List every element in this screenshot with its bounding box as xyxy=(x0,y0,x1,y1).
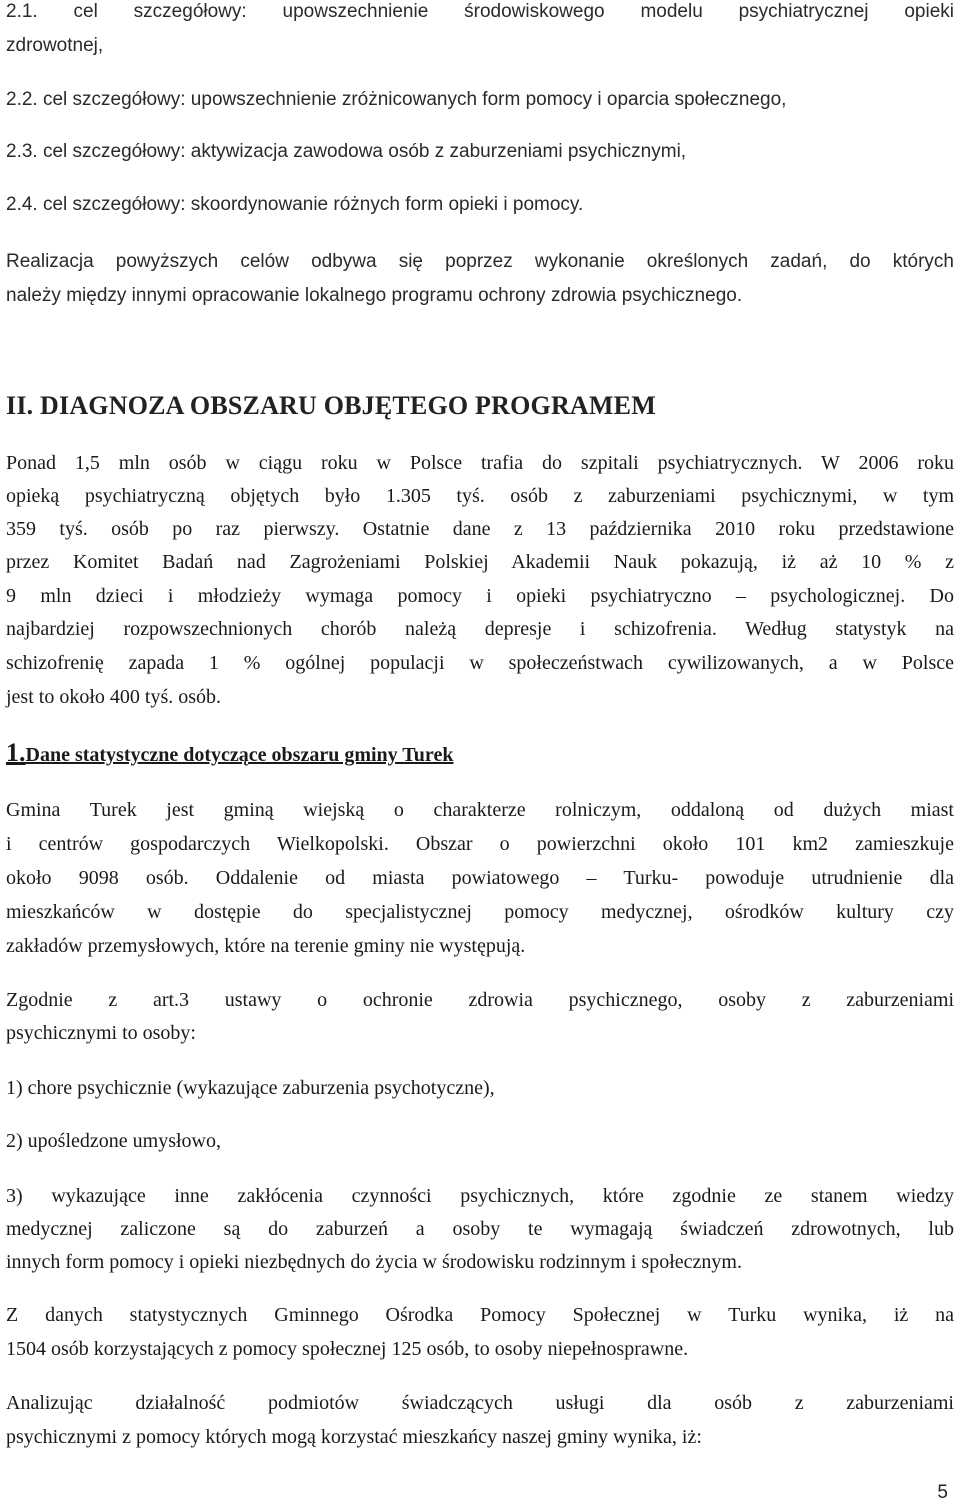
gmina-line: mieszkańców w dostępie do specjalistycznej pomocy medycznej, ośrodków kultury czy xyxy=(6,901,954,923)
section-heading: II. DIAGNOZA OBSZARU OBJĘTEGO PROGRAMEM xyxy=(6,391,656,420)
objective-2-4: 2.4. cel szczegółowy: skoordynowanie różnych form opieki i pomocy. xyxy=(6,194,584,215)
realization-line-2: należy między innymi opracowanie lokalnego programu ochrony zdrowia psychicznego. xyxy=(6,285,743,306)
objective-2-3: 2.3. cel szczegółowy: aktywizacja zawodowa osób z zaburzeniami psychicznymi, xyxy=(6,141,687,162)
law-line: Zgodnie z art.3 ustawy o ochronie zdrowia psychicznego, osoby z zaburzeniami xyxy=(6,989,954,1011)
list-item: 2) upośledzone umysłowo, xyxy=(6,1130,221,1152)
list-item: 1) chore psychicznie (wykazujące zaburzenia psychotyczne), xyxy=(6,1077,495,1099)
subsection-heading xyxy=(6,738,954,767)
diagnosis-line: 359 tyś. osób po raz pierwszy. Ostatnie dane z 13 października 2010 roku przedstawione xyxy=(6,518,954,540)
gmina-line: i centrów gospodarczych Wielkopolski. Obszar o powierzchni około 101 km2 zamieszkuje xyxy=(6,833,954,855)
diagnosis-line: jest to około 400 tyś. osób. xyxy=(6,686,222,708)
list-item: 3) wykazujące inne zakłócenia czynności psychicznych, które zgodnie ze stanem wiedzy xyxy=(6,1185,954,1207)
diagnosis-line: schizofrenię zapada 1 % ogólnej populacji w społeczeństwach cywilizowanych, a w Polsce xyxy=(6,652,954,674)
gmina-line: zakładów przemysłowych, które na terenie gminy nie występują. xyxy=(6,935,526,957)
gmina-line: około 9098 osób. Oddalenie od miasta powiatowego – Turku- powoduje utrudnienie dla xyxy=(6,867,954,889)
list-item-continued: medycznej zaliczone są do zaburzeń a osoby te wymagają świadczeń zdrowotnych, lub xyxy=(6,1218,954,1240)
objective-2-1: 2.1. cel szczegółowy: upowszechnienie środowiskowego modelu psychiatrycznej opieki xyxy=(6,1,954,22)
realization-line-1: Realizacja powyższych celów odbywa się poprzez wykonanie określonych zadań, do których xyxy=(6,251,954,272)
gops-line: 1504 osób korzystających z pomocy społecznej 125 osób, to osoby niepełnosprawne. xyxy=(6,1338,689,1360)
list-item-continued: innych form pomocy i opieki niezbędnych do życia w środowisku rodzinnym i społecznym. xyxy=(6,1251,742,1273)
diagnosis-line: przez Komitet Badań nad Zagrożeniami Polskiej Akademii Nauk pokazują, iż aż 10 % z xyxy=(6,551,954,573)
diagnosis-line: najbardziej rozpowszechnionych chorób należą depresje i schizofrenia. Według statystyk na xyxy=(6,618,954,640)
page-number: 5 xyxy=(937,1482,948,1503)
gops-line: Z danych statystycznych Gminnego Ośrodka Pomocy Społecznej w Turku wynika, iż na xyxy=(6,1304,954,1326)
objective-2-1-continued: zdrowotnej, xyxy=(6,35,104,56)
diagnosis-line: Ponad 1,5 mln osób w ciągu roku w Polsce trafia do szpitali psychiatrycznych. W 2006 roku xyxy=(6,452,954,474)
law-line: psychicznymi to osoby: xyxy=(6,1022,196,1044)
gmina-line: Gmina Turek jest gminą wiejską o charakterze rolniczym, oddaloną od dużych miast xyxy=(6,799,954,821)
diagnosis-line: opieką psychiatryczną objętych było 1.305 tyś. osób z zaburzeniami psychicznymi, w tym xyxy=(6,485,954,507)
subsection-number: 1. xyxy=(6,738,26,767)
analysis-line: psychicznymi z pomocy których mogą korzystać mieszkańcy naszej gminy wynika, iż: xyxy=(6,1426,702,1448)
objective-2-2: 2.2. cel szczegółowy: upowszechnienie zróżnicowanych form pomocy i oparcia społecznego, xyxy=(6,89,787,110)
analysis-line: Analizując działalność podmiotów świadczących usługi dla osób z zaburzeniami xyxy=(6,1392,954,1414)
diagnosis-line: 9 mln dzieci i młodzieży wymaga pomocy i opieki psychiatryczno – psychologicznej. Do xyxy=(6,585,954,607)
subsection-title: Dane statystyczne dotyczące obszaru gminy Turek xyxy=(25,744,454,766)
